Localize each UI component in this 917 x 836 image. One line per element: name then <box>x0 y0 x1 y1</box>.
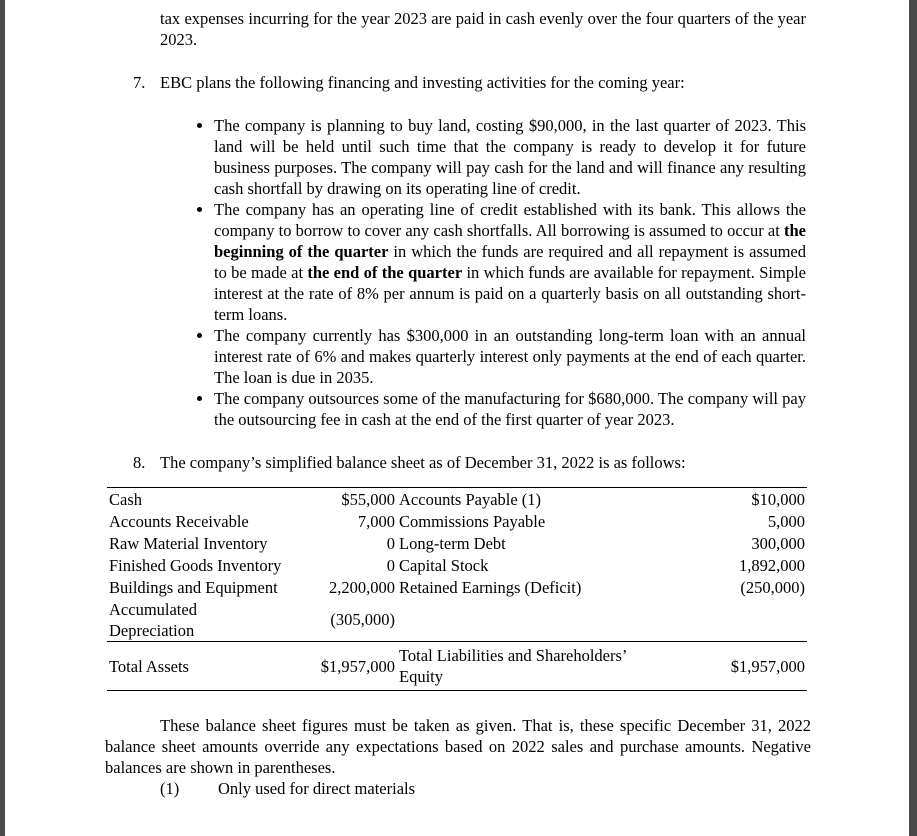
right-amount-cell: (250,000) <box>740 577 805 597</box>
page-right-edge <box>909 0 917 836</box>
footnote-text: Only used for direct materials <box>218 779 416 798</box>
item-8-number: 8. <box>133 453 146 472</box>
right-label-cell: Retained Earnings (Deficit) <box>399 577 582 597</box>
left-label-cell: Accounts Receivable <box>109 511 249 531</box>
left-label-cell: Cash <box>109 489 142 509</box>
bullet-item: • The company is planning to buy land, costing $90,000, in the last quarter of 2023. This land will be held until such time that the company is ready to develop it for future business purposes. The company will pay cash for the land and will finance any resulting cash shortfall by drawing on its operating line of credit. <box>214 115 806 199</box>
footnote-marker: (1) <box>160 779 180 798</box>
table-row <box>107 532 807 554</box>
left-amount-cell: 7,000 <box>357 511 395 531</box>
left-label-cell: Finished Goods Inventory <box>109 555 282 575</box>
bullet-item: • The company currently has $300,000 in an outstanding long-term loan with an annual interest rate of 6% and makes quarterly interest only payments at the end of each quarter. The loan is due in 2035. <box>214 325 806 388</box>
document-content <box>105 8 811 799</box>
left-label-cell: Buildings and Equipment <box>109 577 278 597</box>
footnote <box>160 778 811 799</box>
bullet-item: • The company has an operating line of credit established with its bank. This allows the company to borrow to cover any cash shortfalls. All borrowing is assumed to occur at the beginning of the quarter in which the funds are required and all repayment is assumed to be made at the end of the quarter in which funds are available for repayment. Simple interest at the rate of 8% per annum is paid on a quarterly basis on all outstanding short-term loans. <box>214 199 806 325</box>
left-amount-cell: 2,200,000 <box>329 577 395 597</box>
table-row <box>107 598 807 642</box>
right-amount-cell: 5,000 <box>767 511 805 531</box>
right-label-cell <box>397 598 655 642</box>
table-row <box>107 576 807 598</box>
left-label-cell: Accumulated Depreciation <box>109 599 197 640</box>
table-row <box>107 510 807 532</box>
continuation-paragraph: tax expenses incurring for the year 2023 are paid in cash evenly over the four quarters of the year 2023. <box>160 9 806 49</box>
table-row <box>107 488 807 511</box>
left-label-cell: Total Assets <box>107 642 284 691</box>
balance-sheet-table <box>107 487 807 691</box>
item-7-text: EBC plans the following financing and investing activities for the coming year: <box>160 73 685 92</box>
closing-paragraph: These balance sheet figures must be taken as given. That is, these specific December 31, 2022 balance sheet amounts override any expectations based on 2022 sales and purchase amounts. Negative balances are shown in parentheses. <box>105 716 811 777</box>
right-label-cell: Commissions Payable <box>399 511 546 531</box>
item-8-text: The company’s simplified balance sheet as of December 31, 2022 is as follows: <box>160 453 686 472</box>
numbered-item-8 <box>105 452 811 473</box>
left-amount-cell: 0 <box>386 555 395 575</box>
table-row <box>107 554 807 576</box>
right-label-cell: Capital Stock <box>399 555 489 575</box>
left-amount-cell: (305,000) <box>330 610 395 629</box>
left-amount-cell: $1,957,000 <box>284 642 397 691</box>
page-left-edge <box>0 0 5 836</box>
right-label-cell: Long-term Debt <box>399 533 506 553</box>
right-label-cell: Total Liabilities and Shareholders’ Equity <box>397 642 655 691</box>
right-amount-cell: 1,892,000 <box>739 555 805 575</box>
right-amount-cell: $10,000 <box>751 489 805 509</box>
bullet-item: • The company outsources some of the manufacturing for $680,000. The company will pay the outsourcing fee in cash at the end of the first quarter of year 2023. <box>214 388 806 430</box>
numbered-item-7 <box>105 72 811 93</box>
right-amount-cell <box>655 598 807 642</box>
item-7-bullet-list <box>105 115 806 430</box>
total-row <box>107 642 807 691</box>
right-label-cell: Accounts Payable (1) <box>399 489 542 509</box>
right-amount-cell: 300,000 <box>751 533 805 553</box>
left-amount-cell: 0 <box>386 533 395 553</box>
left-amount-cell: $55,000 <box>341 489 395 509</box>
item-7-number: 7. <box>133 73 146 92</box>
left-label-cell: Raw Material Inventory <box>109 533 268 553</box>
right-amount-cell: $1,957,000 <box>655 642 807 691</box>
